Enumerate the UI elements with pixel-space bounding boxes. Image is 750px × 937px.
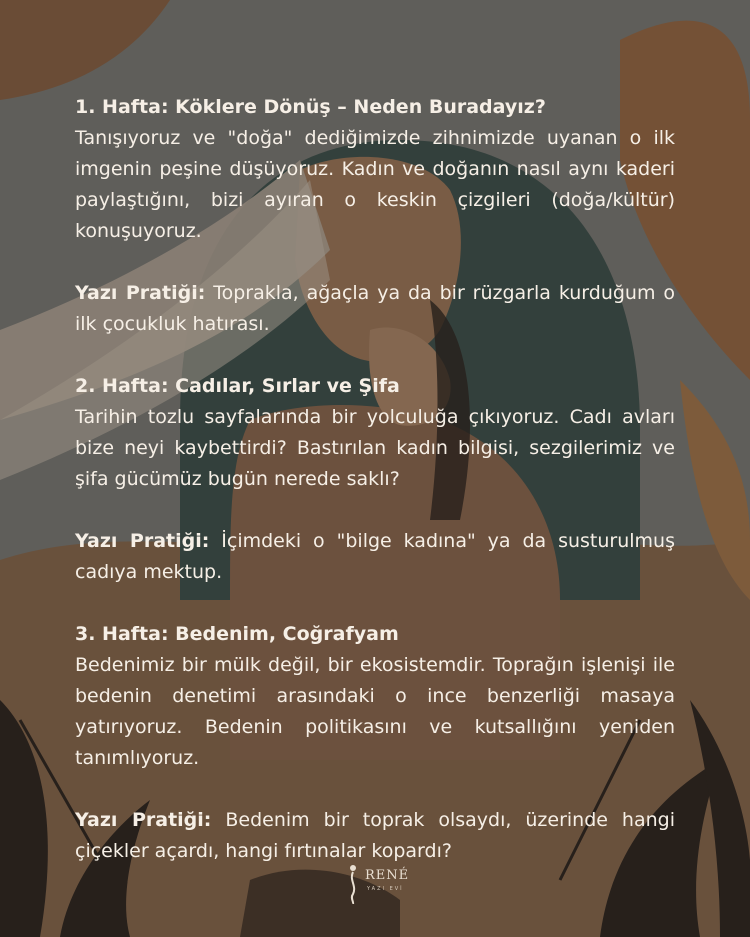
week-3-body: Bedenimiz bir mülk değil, bir ekosistemdir. Toprağın işlenişi ile bedenin denetimi arasındaki o ince benzerliği masaya yatırıyoruz. Bedenin politikasını ve kutsallığını yeniden tanımlıyoruz. — [75, 654, 675, 769]
week-1-practice-label: Yazı Pratiği: — [75, 282, 206, 304]
rene-logo — [345, 862, 415, 912]
week-2-practice-label: Yazı Pratiği: — [75, 530, 210, 552]
week-2-writing-practice — [75, 526, 675, 588]
week-2-practice-text: İçimdeki o "bilge kadına" ya da susturulmuş cadıya mektup. — [75, 530, 675, 583]
week-1-section — [75, 92, 675, 340]
week-2-section — [75, 371, 675, 588]
week-3-section — [75, 619, 675, 867]
logo-name: RENÉ — [365, 868, 410, 883]
week-3-heading: 3. Hafta: Bedenim, Coğrafyam — [75, 623, 399, 645]
week-1-writing-practice — [75, 278, 675, 340]
week-2-heading: 2. Hafta: Cadılar, Sırlar ve Şifa — [75, 375, 400, 397]
week-3-writing-practice — [75, 805, 675, 867]
week-3-practice-text: Bedenim bir toprak olsaydı, üzerinde hangi çiçekler açardı, hangi fırtınalar kopardı? — [75, 809, 675, 862]
week-3-practice-label: Yazı Pratiği: — [75, 809, 212, 831]
logo-mark-icon — [345, 862, 361, 904]
curriculum-text — [75, 92, 675, 867]
week-1-heading: 1. Hafta: Köklere Dönüş – Neden Buradayız? — [75, 96, 546, 118]
week-1-practice-text: Toprakla, ağaçla ya da bir rüzgarla kurduğum o ilk çocukluk hatırası. — [75, 282, 675, 335]
week-2-body: Tarihin tozlu sayfalarında bir yolculuğa çıkıyoruz. Cadı avları bize neyi kaybettirdi? Bastırılan kadın bilgisi, sezgilerimiz ve şifa gücümüz bugün nerede saklı? — [75, 406, 675, 490]
week-1-body: Tanışıyoruz ve "doğa" dediğimizde zihnimizde uyanan o ilk imgenin peşine düşüyoruz. Kadın ve doğanın nasıl aynı kaderi paylaştığını, bizi ayıran o keskin çizgileri (doğa/kültür) konuşuyoruz. — [75, 127, 675, 242]
logo-subtitle: YAZI EVİ — [367, 886, 404, 892]
